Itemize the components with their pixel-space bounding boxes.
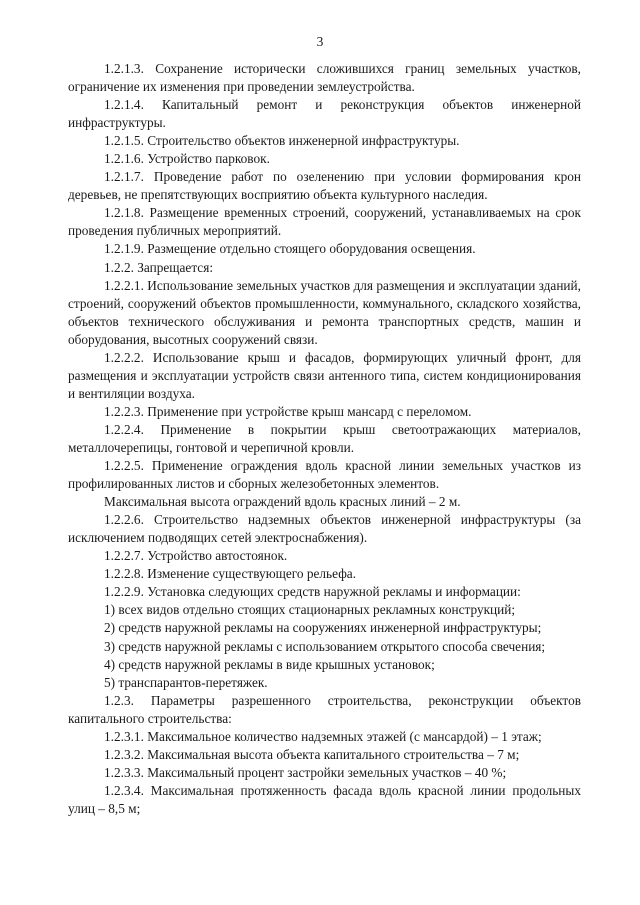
list-item-1: 1) всех видов отдельно стоящих стационарных рекламных конструкций;	[104, 602, 516, 618]
paragraph-1-2-1-7: 1.2.1.7. Проведение работ по озеленению при условии формирования крон деревьев, не препятствующих восприятию объекта культурного наследия.	[68, 169, 581, 203]
paragraph-1-2-1-9: 1.2.1.9. Размещение отдельно стоящего оборудования освещения.	[104, 241, 476, 257]
paragraph-1-2-2-6: 1.2.2.6. Строительство надземных объектов инженерной инфраструктуры (за исключением подводящих сетей электроснабжения).	[68, 512, 581, 546]
paragraph-1-2-2-9: 1.2.2.9. Установка следующих средств наружной рекламы и информации:	[104, 584, 521, 600]
paragraph-1-2-2-1: 1.2.2.1. Использование земельных участков для размещения и эксплуатации зданий, строений, сооружений объектов промышленности, коммунального, складского хозяйства, объектов технического обслуживания и ремонта транспортных средств, машин и оборудования, высотных сооружений связи.	[68, 277, 581, 347]
paragraph-1-2-1-5: 1.2.1.5. Строительство объектов инженерной инфраструктуры.	[104, 133, 460, 149]
section-heading-1-2-3: 1.2.3. Параметры разрешенного строительства, реконструкции объектов капитального строительства:	[68, 692, 581, 726]
paragraph-1-2-2-3: 1.2.2.3. Применение при устройстве крыш мансард с переломом.	[104, 403, 472, 419]
paragraph-1-2-3-1: 1.2.3.1. Максимальное количество надземных этажей (с мансардой) – 1 этаж;	[104, 728, 542, 744]
paragraph-1-2-3-2: 1.2.3.2. Максимальная высота объекта капитального строительства – 7 м;	[104, 746, 520, 762]
list-item-5: 5) транспарантов-перетяжек.	[104, 674, 268, 690]
section-heading-1-2-2: 1.2.2. Запрещается:	[104, 259, 214, 275]
paragraph-1-2-3-4: 1.2.3.4. Максимальная протяженность фасада вдоль красной линии продольных улиц – 8,5 м;	[68, 782, 581, 816]
paragraph-1-2-1-8: 1.2.1.8. Размещение временных строений, сооружений, устанавливаемых на срок проведения публичных мероприятий.	[68, 205, 581, 239]
paragraph-1-2-2-5: 1.2.2.5. Применение ограждения вдоль красной линии земельных участков из профилированных листов и сборных железобетонных элементов.	[68, 458, 581, 492]
paragraph-1-2-2-7: 1.2.2.7. Устройство автостоянок.	[104, 548, 288, 564]
page-number: 3	[316, 34, 324, 49]
paragraph-1-2-2-2: 1.2.2.2. Использование крыш и фасадов, формирующих уличный фронт, для размещения и эксплуатации устройств связи антенного типа, систем кондиционирования и вентиляции воздуха.	[68, 349, 581, 401]
document-body	[68, 60, 581, 818]
paragraph-1-2-2-8: 1.2.2.8. Изменение существующего рельефа.	[104, 566, 357, 582]
paragraph-fence-height: Максимальная высота ограждений вдоль красных линий – 2 м.	[104, 494, 461, 510]
paragraph-1-2-2-4: 1.2.2.4. Применение в покрытии крыш светоотражающих материалов, металлочерепицы, гонтовой и черепичной кровли.	[68, 421, 581, 455]
paragraph-1-2-1-6: 1.2.1.6. Устройство парковок.	[104, 151, 270, 167]
list-item-3: 3) средств наружной рекламы с использованием открытого способа свечения;	[104, 638, 546, 654]
paragraph-1-2-3-3: 1.2.3.3. Максимальный процент застройки земельных участков – 40 %;	[104, 764, 507, 780]
list-item-4: 4) средств наружной рекламы в виде крышных установок;	[104, 656, 435, 672]
paragraph-1-2-1-3: 1.2.1.3. Сохранение исторически сложившихся границ земельных участков, ограничение их изменения при проведении землеустройства.	[68, 61, 581, 95]
paragraph-1-2-1-4: 1.2.1.4. Капитальный ремонт и реконструкция объектов инженерной инфраструктуры.	[68, 97, 581, 131]
list-item-2: 2) средств наружной рекламы на сооружениях инженерной инфраструктуры;	[104, 620, 542, 636]
